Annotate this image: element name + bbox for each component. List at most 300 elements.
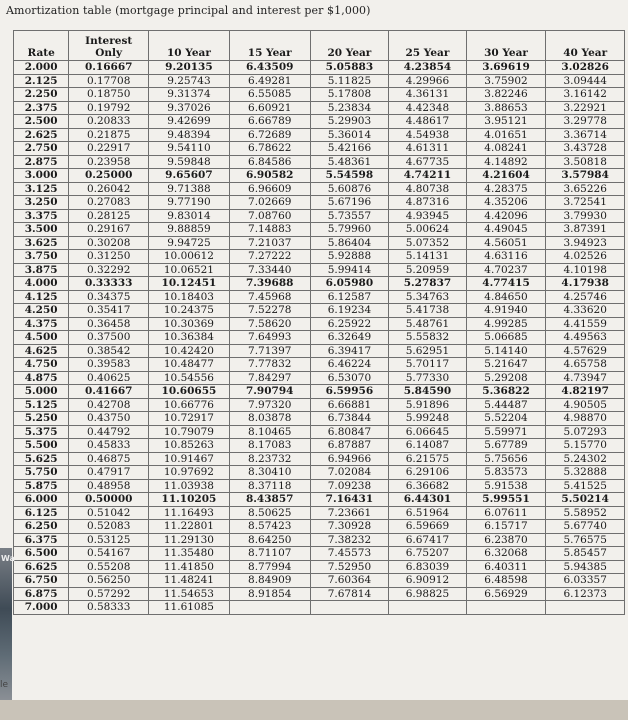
cell-30-year: 6.56929 [466, 587, 546, 601]
cell-40-year: 5.67740 [546, 520, 625, 534]
cell-15-year: 7.71397 [229, 344, 310, 358]
cell-40-year: 3.94923 [546, 236, 625, 250]
cell-15-year: 8.57423 [229, 520, 310, 534]
cell-10-year: 9.59848 [149, 155, 230, 169]
table-row [14, 128, 625, 142]
table-row [14, 344, 625, 358]
cell-15-year: 8.43857 [229, 493, 310, 507]
cell-10-year: 10.42420 [149, 344, 230, 358]
cell-40-year: 3.22921 [546, 101, 625, 115]
cell-40-year: 4.82197 [546, 385, 625, 399]
cell-interest-only: 0.33333 [69, 277, 149, 291]
cell-15-year: 8.71107 [229, 547, 310, 561]
cell-rate: 3.375 [14, 209, 69, 223]
table-row [14, 182, 625, 196]
cell-10-year: 10.06521 [149, 263, 230, 277]
table-row [14, 493, 625, 507]
table-row [14, 61, 625, 75]
table-row [14, 371, 625, 385]
cell-20-year: 5.54598 [310, 169, 389, 183]
cell-rate: 6.500 [14, 547, 69, 561]
cell-10-year: 11.41850 [149, 560, 230, 574]
cell-10-year: 9.77190 [149, 196, 230, 210]
cell-10-year: 9.88859 [149, 223, 230, 237]
table-row [14, 412, 625, 426]
cell-15-year: 7.84297 [229, 371, 310, 385]
cell-interest-only: 0.41667 [69, 385, 149, 399]
cell-15-year: 8.91854 [229, 587, 310, 601]
table-row [14, 277, 625, 291]
cell-20-year: 7.52950 [310, 560, 389, 574]
table-row [14, 425, 625, 439]
cell-10-year: 10.72917 [149, 412, 230, 426]
cell-10-year: 11.03938 [149, 479, 230, 493]
cell-interest-only: 0.37500 [69, 331, 149, 345]
cell-20-year: 6.66881 [310, 398, 389, 412]
cell-25-year: 5.14131 [389, 250, 466, 264]
cell-interest-only: 0.44792 [69, 425, 149, 439]
cell-interest-only: 0.51042 [69, 506, 149, 520]
cell-15-year: 7.77832 [229, 358, 310, 372]
cell-10-year: 11.22801 [149, 520, 230, 534]
cell-15-year: 7.33440 [229, 263, 310, 277]
cell-15-year: 8.37118 [229, 479, 310, 493]
cell-40-year: 4.65758 [546, 358, 625, 372]
cell-rate: 4.500 [14, 331, 69, 345]
cell-30-year: 4.70237 [466, 263, 546, 277]
cell-interest-only: 0.18750 [69, 88, 149, 102]
cell-15-year: 6.72689 [229, 128, 310, 142]
cell-25-year: 5.91896 [389, 398, 466, 412]
cell-30-year: 4.08241 [466, 142, 546, 156]
cell-rate: 6.250 [14, 520, 69, 534]
cell-40-year: 3.57984 [546, 169, 625, 183]
cell-15-year: 6.78622 [229, 142, 310, 156]
cell-25-year: 4.29966 [389, 74, 466, 88]
cell-15-year: 7.58620 [229, 317, 310, 331]
cell-10-year: 9.42699 [149, 115, 230, 129]
cell-interest-only: 0.45833 [69, 439, 149, 453]
cell-25-year: 6.21575 [389, 452, 466, 466]
cell-20-year: 5.36014 [310, 128, 389, 142]
cell-40-year: 3.16142 [546, 88, 625, 102]
cell-interest-only: 0.40625 [69, 371, 149, 385]
cell-25-year: 6.75207 [389, 547, 466, 561]
cell-30-year: 4.01651 [466, 128, 546, 142]
cell-rate: 2.125 [14, 74, 69, 88]
cell-15-year: 8.30410 [229, 466, 310, 480]
cell-20-year: 6.73844 [310, 412, 389, 426]
cell-25-year: 6.44301 [389, 493, 466, 507]
side-label: Wa [1, 554, 15, 563]
table-row [14, 601, 625, 615]
table-row [14, 533, 625, 547]
table-row [14, 439, 625, 453]
cell-20-year: 7.30928 [310, 520, 389, 534]
cell-40-year: 4.02526 [546, 250, 625, 264]
cell-15-year: 7.39688 [229, 277, 310, 291]
cell-30-year: 5.14140 [466, 344, 546, 358]
header-40-year: 40 Year [546, 31, 625, 61]
cell-interest-only: 0.54167 [69, 547, 149, 561]
cell-20-year: 5.67196 [310, 196, 389, 210]
cell-25-year: 5.48761 [389, 317, 466, 331]
cell-rate: 2.000 [14, 61, 69, 75]
table-row [14, 115, 625, 129]
cell-40-year: 3.29778 [546, 115, 625, 129]
cell-40-year: 5.85457 [546, 547, 625, 561]
cell-rate: 2.500 [14, 115, 69, 129]
cell-40-year: 3.09444 [546, 74, 625, 88]
amortization-table [13, 30, 625, 615]
cell-interest-only: 0.34375 [69, 290, 149, 304]
cell-25-year: 6.36682 [389, 479, 466, 493]
side-bottom-label: le [0, 680, 9, 690]
cell-interest-only: 0.26042 [69, 182, 149, 196]
cell-30-year: 4.63116 [466, 250, 546, 264]
cell-40-year: 3.36714 [546, 128, 625, 142]
cell-30-year: 4.28375 [466, 182, 546, 196]
header-interest-only: Interest Only [69, 31, 149, 61]
table-row [14, 236, 625, 250]
table-row [14, 398, 625, 412]
cell-20-year: 6.39417 [310, 344, 389, 358]
cell-interest-only: 0.30208 [69, 236, 149, 250]
cell-40-year: 5.76575 [546, 533, 625, 547]
cell-40-year: 5.24302 [546, 452, 625, 466]
cell-40-year: 5.32888 [546, 466, 625, 480]
cell-10-year: 10.85263 [149, 439, 230, 453]
cell-25-year: 5.84590 [389, 385, 466, 399]
cell-rate: 6.375 [14, 533, 69, 547]
cell-15-year: 8.77994 [229, 560, 310, 574]
cell-10-year: 9.65607 [149, 169, 230, 183]
cell-interest-only: 0.31250 [69, 250, 149, 264]
cell-20-year: 6.80847 [310, 425, 389, 439]
cell-40-year: 5.41525 [546, 479, 625, 493]
cell-10-year: 9.83014 [149, 209, 230, 223]
cell-rate: 5.000 [14, 385, 69, 399]
cell-interest-only: 0.56250 [69, 574, 149, 588]
cell-40-year: 4.33620 [546, 304, 625, 318]
table-row [14, 263, 625, 277]
cell-20-year: 6.12587 [310, 290, 389, 304]
cell-rate: 3.750 [14, 250, 69, 264]
cell-rate: 5.125 [14, 398, 69, 412]
cell-25-year: 5.00624 [389, 223, 466, 237]
cell-30-year: 5.21647 [466, 358, 546, 372]
cell-40-year: 3.65226 [546, 182, 625, 196]
cell-20-year: 6.05980 [310, 277, 389, 291]
cell-20-year: 6.25922 [310, 317, 389, 331]
cell-10-year: 10.18403 [149, 290, 230, 304]
cell-40-year: 3.87391 [546, 223, 625, 237]
cell-25-year: 6.51964 [389, 506, 466, 520]
cell-15-year: 8.84909 [229, 574, 310, 588]
cell-40-year: 3.79930 [546, 209, 625, 223]
cell-10-year: 10.24375 [149, 304, 230, 318]
cell-10-year: 11.35480 [149, 547, 230, 561]
table-header-row [14, 31, 625, 61]
table-row [14, 358, 625, 372]
cell-25-year: 4.87316 [389, 196, 466, 210]
cell-25-year: 4.48617 [389, 115, 466, 129]
cell-30-year: 4.99285 [466, 317, 546, 331]
cell-25-year: 5.55832 [389, 331, 466, 345]
cell-interest-only: 0.19792 [69, 101, 149, 115]
cell-10-year: 10.00612 [149, 250, 230, 264]
table-row [14, 155, 625, 169]
table-row [14, 587, 625, 601]
cell-rate: 3.000 [14, 169, 69, 183]
cell-15-year: 7.14883 [229, 223, 310, 237]
cell-30-year: 4.91940 [466, 304, 546, 318]
cell-40-year: 5.50214 [546, 493, 625, 507]
table-row [14, 223, 625, 237]
cell-30-year: 4.77415 [466, 277, 546, 291]
cell-40-year: 3.02826 [546, 61, 625, 75]
cell-rate: 4.875 [14, 371, 69, 385]
cell-20-year: 5.48361 [310, 155, 389, 169]
cell-20-year: 6.59956 [310, 385, 389, 399]
cell-interest-only: 0.52083 [69, 520, 149, 534]
cell-25-year: 6.06645 [389, 425, 466, 439]
table-row [14, 142, 625, 156]
cell-25-year: 6.67417 [389, 533, 466, 547]
cell-20-year: 5.73557 [310, 209, 389, 223]
cell-30-year: 4.35206 [466, 196, 546, 210]
cell-rate: 4.250 [14, 304, 69, 318]
cell-30-year: 6.32068 [466, 547, 546, 561]
cell-interest-only: 0.35417 [69, 304, 149, 318]
cell-interest-only: 0.58333 [69, 601, 149, 615]
cell-25-year: 5.41738 [389, 304, 466, 318]
cell-30-year: 4.42096 [466, 209, 546, 223]
table-row [14, 88, 625, 102]
cell-30-year: 5.99551 [466, 493, 546, 507]
cell-40-year: 3.43728 [546, 142, 625, 156]
cell-15-year: 7.27222 [229, 250, 310, 264]
table-row [14, 74, 625, 88]
cell-15-year: 6.96609 [229, 182, 310, 196]
cell-20-year: 7.38232 [310, 533, 389, 547]
cell-rate: 2.875 [14, 155, 69, 169]
cell-15-year: 7.02669 [229, 196, 310, 210]
header-30-year: 30 Year [466, 31, 546, 61]
cell-15-year: 8.03878 [229, 412, 310, 426]
cell-10-year: 10.66776 [149, 398, 230, 412]
cell-40-year: 5.58952 [546, 506, 625, 520]
cell-25-year: 4.61311 [389, 142, 466, 156]
cell-interest-only: 0.50000 [69, 493, 149, 507]
cell-rate: 5.250 [14, 412, 69, 426]
cell-10-year: 11.16493 [149, 506, 230, 520]
cell-15-year: 7.08760 [229, 209, 310, 223]
cell-30-year: 5.29208 [466, 371, 546, 385]
cell-25-year: 5.70117 [389, 358, 466, 372]
cell-25-year: 6.90912 [389, 574, 466, 588]
cell-30-year: 5.06685 [466, 331, 546, 345]
cell-rate: 3.625 [14, 236, 69, 250]
amortization-table-wrap [13, 30, 625, 720]
cell-40-year: 4.90505 [546, 398, 625, 412]
cell-20-year: 5.05883 [310, 61, 389, 75]
cell-15-year: 6.43509 [229, 61, 310, 75]
cell-rate: 5.500 [14, 439, 69, 453]
cell-10-year: 11.48241 [149, 574, 230, 588]
cell-rate: 5.625 [14, 452, 69, 466]
cell-20-year [310, 601, 389, 615]
cell-15-year: 7.21037 [229, 236, 310, 250]
cell-30-year: 5.59971 [466, 425, 546, 439]
cell-interest-only: 0.16667 [69, 61, 149, 75]
cell-rate: 2.625 [14, 128, 69, 142]
table-row [14, 250, 625, 264]
cell-40-year: 4.57629 [546, 344, 625, 358]
cell-interest-only: 0.55208 [69, 560, 149, 574]
cell-interest-only: 0.28125 [69, 209, 149, 223]
cell-25-year: 4.23854 [389, 61, 466, 75]
table-row [14, 479, 625, 493]
table-row [14, 290, 625, 304]
cell-interest-only: 0.47917 [69, 466, 149, 480]
table-row [14, 520, 625, 534]
cell-30-year: 3.69619 [466, 61, 546, 75]
cell-10-year: 10.12451 [149, 277, 230, 291]
table-row [14, 101, 625, 115]
cell-rate: 5.375 [14, 425, 69, 439]
cell-10-year: 10.54556 [149, 371, 230, 385]
cell-rate: 3.875 [14, 263, 69, 277]
table-row [14, 560, 625, 574]
cell-30-year: 5.83573 [466, 466, 546, 480]
cell-20-year: 7.09238 [310, 479, 389, 493]
cell-rate: 4.625 [14, 344, 69, 358]
cell-10-year: 11.54653 [149, 587, 230, 601]
cell-25-year: 5.77330 [389, 371, 466, 385]
cell-40-year: 6.03357 [546, 574, 625, 588]
cell-rate: 4.000 [14, 277, 69, 291]
cell-30-year: 5.52204 [466, 412, 546, 426]
cell-10-year: 10.79079 [149, 425, 230, 439]
cell-30-year: 6.15717 [466, 520, 546, 534]
cell-15-year: 8.17083 [229, 439, 310, 453]
background-window-strip [0, 548, 15, 700]
cell-15-year: 6.60921 [229, 101, 310, 115]
cell-interest-only: 0.38542 [69, 344, 149, 358]
cell-10-year: 10.60655 [149, 385, 230, 399]
cell-30-year: 5.91538 [466, 479, 546, 493]
table-row [14, 331, 625, 345]
cell-interest-only: 0.43750 [69, 412, 149, 426]
cell-20-year: 5.42166 [310, 142, 389, 156]
cell-15-year [229, 601, 310, 615]
cell-30-year: 4.49045 [466, 223, 546, 237]
table-row [14, 466, 625, 480]
table-row [14, 452, 625, 466]
cell-rate: 7.000 [14, 601, 69, 615]
cell-25-year: 4.74211 [389, 169, 466, 183]
cell-10-year: 9.48394 [149, 128, 230, 142]
cell-20-year: 5.17808 [310, 88, 389, 102]
cell-interest-only: 0.48958 [69, 479, 149, 493]
cell-20-year: 5.99414 [310, 263, 389, 277]
table-row [14, 304, 625, 318]
header-10-year: 10 Year [149, 31, 230, 61]
cell-40-year: 5.07293 [546, 425, 625, 439]
cell-15-year: 8.10465 [229, 425, 310, 439]
table-row [14, 574, 625, 588]
cell-25-year: 4.54938 [389, 128, 466, 142]
cell-40-year: 4.49563 [546, 331, 625, 345]
cell-rate: 6.000 [14, 493, 69, 507]
table-row [14, 169, 625, 183]
page-title: Amortization table (mortgage principal and interest per $1,000) [6, 4, 371, 17]
cell-rate: 3.250 [14, 196, 69, 210]
cell-30-year: 5.44487 [466, 398, 546, 412]
cell-interest-only: 0.42708 [69, 398, 149, 412]
cell-40-year: 3.50818 [546, 155, 625, 169]
cell-20-year: 7.23661 [310, 506, 389, 520]
cell-20-year: 5.29903 [310, 115, 389, 129]
cell-25-year: 4.67735 [389, 155, 466, 169]
cell-30-year: 4.84650 [466, 290, 546, 304]
cell-25-year: 5.20959 [389, 263, 466, 277]
header-20-year: 20 Year [310, 31, 389, 61]
cell-rate: 6.625 [14, 560, 69, 574]
cell-10-year: 9.37026 [149, 101, 230, 115]
cell-10-year: 10.91467 [149, 452, 230, 466]
cell-30-year: 6.48598 [466, 574, 546, 588]
cell-25-year: 5.27837 [389, 277, 466, 291]
cell-20-year: 6.94966 [310, 452, 389, 466]
cell-15-year: 7.52278 [229, 304, 310, 318]
cell-rate: 4.125 [14, 290, 69, 304]
cell-25-year: 4.93945 [389, 209, 466, 223]
cell-rate: 2.375 [14, 101, 69, 115]
cell-15-year: 6.84586 [229, 155, 310, 169]
cell-20-year: 5.11825 [310, 74, 389, 88]
cell-interest-only: 0.46875 [69, 452, 149, 466]
cell-15-year: 8.23732 [229, 452, 310, 466]
cell-40-year: 4.10198 [546, 263, 625, 277]
cell-20-year: 7.45573 [310, 547, 389, 561]
cell-interest-only: 0.22917 [69, 142, 149, 156]
cell-10-year: 9.31374 [149, 88, 230, 102]
cell-25-year: 4.42348 [389, 101, 466, 115]
cell-interest-only: 0.17708 [69, 74, 149, 88]
cell-10-year: 9.20135 [149, 61, 230, 75]
cell-25-year: 5.07352 [389, 236, 466, 250]
cell-interest-only: 0.21875 [69, 128, 149, 142]
cell-20-year: 5.92888 [310, 250, 389, 264]
cell-interest-only: 0.36458 [69, 317, 149, 331]
header-25-year: 25 Year [389, 31, 466, 61]
cell-interest-only: 0.29167 [69, 223, 149, 237]
cell-interest-only: 0.23958 [69, 155, 149, 169]
cell-interest-only: 0.27083 [69, 196, 149, 210]
cell-25-year: 6.98825 [389, 587, 466, 601]
cell-interest-only: 0.39583 [69, 358, 149, 372]
cell-rate: 2.250 [14, 88, 69, 102]
cell-25-year: 6.14087 [389, 439, 466, 453]
cell-30-year: 5.67789 [466, 439, 546, 453]
table-row [14, 196, 625, 210]
cell-20-year: 7.67814 [310, 587, 389, 601]
cell-rate: 5.750 [14, 466, 69, 480]
cell-25-year [389, 601, 466, 615]
cell-interest-only: 0.57292 [69, 587, 149, 601]
